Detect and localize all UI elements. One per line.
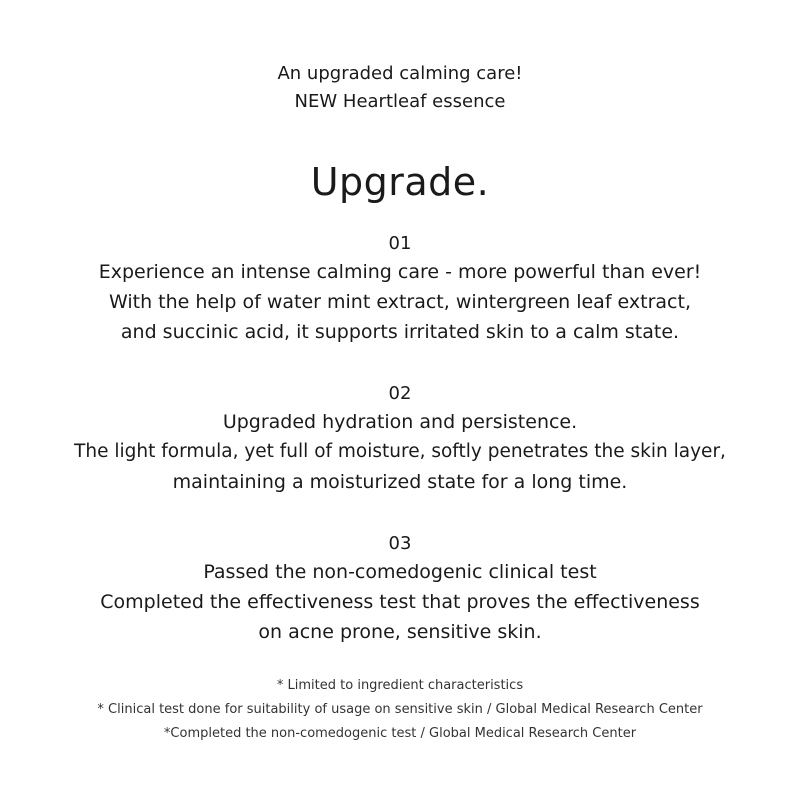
headline: Upgrade. — [310, 160, 490, 204]
section-line: The light formula, yet full of moisture, softly penetrates the skin layer, — [74, 441, 726, 462]
section-line: Experience an intense calming care - more powerful than ever! — [98, 261, 702, 283]
intro-line-2: NEW Heartleaf essence — [294, 91, 506, 112]
section-03 — [0, 531, 800, 647]
section-line: Completed the effectiveness test that proves the effectiveness — [100, 591, 700, 613]
section-line: With the help of water mint extract, wintergreen leaf extract, — [108, 291, 691, 313]
section-line: Upgraded hydration and persistence. — [222, 411, 578, 433]
footnote: *Completed the non-comedogenic test / Global Medical Research Center — [163, 726, 637, 741]
footnotes — [0, 674, 800, 746]
section-number: 03 — [388, 533, 412, 554]
section-line: maintaining a moisturized state for a long time. — [172, 471, 628, 493]
section-line: and succinic acid, it supports irritated skin to a calm state. — [120, 321, 680, 343]
footnote: * Limited to ingredient characteristics — [276, 678, 524, 693]
footnote: * Clinical test done for suitability of usage on sensitive skin / Global Medical Research Center — [97, 702, 703, 717]
section-line: on acne prone, sensitive skin. — [258, 621, 542, 643]
section-number: 02 — [388, 383, 412, 404]
section-line: Passed the non-comedogenic clinical test — [203, 561, 597, 583]
section-02 — [0, 381, 800, 497]
intro-line-1: An upgraded calming care! — [277, 63, 523, 84]
section-number: 01 — [388, 233, 412, 254]
section-01 — [0, 231, 800, 347]
intro-text — [0, 60, 800, 116]
